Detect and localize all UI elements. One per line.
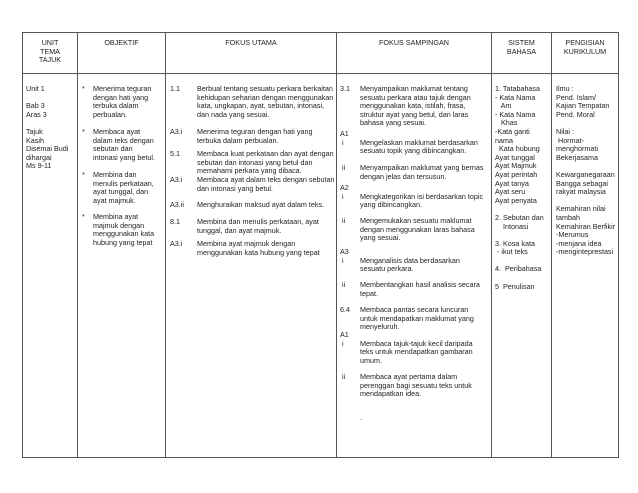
fu-code: A3.i: [170, 239, 183, 248]
objektif-bullet: *: [82, 84, 85, 93]
fs-code: ii: [340, 216, 346, 225]
objektif-cell: [78, 74, 166, 458]
fs-code: 3.1: [340, 84, 350, 93]
header-sistem-bahasa: SISTEM BAHASA: [492, 33, 552, 74]
lesson-plan-table: [22, 32, 619, 458]
fokus-utama-cell: [166, 74, 337, 458]
pengisian-text: Ilmu : Pend. Islam/ Kajian Tempatan Pend. Moral Nilai : Hormat- menghormati Bekerjasama Kewarganegaraan Bangga sebagai rakyat malaysia Kemahiran nilai tambah Kemahiran Berfikir -Merumus -menjana idea -menginteprestasi: [556, 84, 616, 257]
fs-code: ii: [340, 163, 346, 172]
header-fokus-sampingan: FOKUS SAMPINGAN: [337, 33, 492, 74]
fs-code: ii: [340, 372, 346, 381]
unit-title: Tajuk Kasih Disemai Budi dihargai Ms 9-11: [26, 127, 69, 171]
fs-code: A1 i: [340, 330, 349, 348]
objektif-text: Membaca ayat dalam teks dengan sebutan dan intonasi yang betul.: [93, 127, 155, 162]
fu-code: 1.1: [170, 84, 180, 93]
fs-text: Membaca ayat pertama dalam perenggan bagi sesuatu teks untuk mendapatkan idea.: [360, 372, 472, 399]
fs-code: A3 i: [340, 247, 349, 265]
fs-text: Membaca pantas secara luncuran untuk mendapatkan maklumat yang menyeluruh.: [360, 305, 474, 332]
fu-text: Menerima teguran dengan hati yang terbuka dalam perbualan.: [197, 127, 313, 145]
header-row: [23, 33, 619, 74]
fokus-sampingan-cell: [337, 74, 492, 458]
fs-code: A2 i: [340, 183, 349, 201]
objektif-bullet: *: [82, 127, 85, 136]
header-unit: UNIT TEMA TAJUK: [23, 33, 78, 74]
fu-code: 8.1: [170, 217, 180, 226]
fu-text: Membaca ayat dalam teks dengan sebutan dan intonasi yang betul.: [197, 175, 335, 193]
objektif-bullet: *: [82, 170, 85, 179]
sistem-bahasa-text: 1. Tatabahasa - Kata Nama Am - Kata Nama Khas -Kata ganti nama Kata hubung Ayat tunggal Ayat Majmuk Ayat perintah Ayat tanya Ayat seru Ayat penyata 2. Sebutan dan Intonasi 3. Kosa kata - ikut teks 4. Peribahasa 5 Penulisan: [495, 84, 544, 291]
fu-code: A3.ii: [170, 200, 184, 209]
fs-text: Mengemukakan sesuatu maklumat dengan menggunakan laras bahasa yang sesuai.: [360, 216, 475, 243]
fu-text: Berbual tentang sesuatu perkara berkaitan kehidupan seharian dengan menggunakan kata, ungkapan, ayat, sebutan, intonasi, dan nada yang sesuai.: [197, 84, 334, 119]
objektif-text: Membina dan menulis perkataan, ayat tunggal, dan ayat majmuk.: [93, 170, 154, 205]
header-fokus-utama: FOKUS UTAMA: [166, 33, 337, 74]
header-objektif: OBJEKTIF: [78, 33, 166, 74]
fu-text: Membaca kuat perkataan dan ayat dengan sebutan dan intonasi yang betul dan memahami perkara yang dibaca.: [197, 149, 334, 176]
fs-code: 6.4: [340, 305, 350, 314]
fu-code: 5.1: [170, 149, 180, 158]
objektif-text: Menerima teguran dengan hati yang terbuka dalam perbualan.: [93, 84, 152, 119]
unit-cell: [23, 74, 78, 458]
content-row: [23, 74, 619, 458]
fs-text: Mengelaskan maklumat berdasarkan sesuatu topik yang dibincangkan.: [360, 137, 478, 156]
fs-text: .: [360, 413, 362, 422]
fu-code: A3.i: [170, 175, 183, 184]
fs-text: Membentangkan hasil analisis secara tepat.: [360, 280, 480, 298]
fs-text: Mengkategorikan isi berdasarkan topic yang dibincangkan.: [360, 191, 484, 210]
fu-text: Membina dan menulis perkataan, ayat tunggal, dan ayat majmuk.: [197, 217, 319, 235]
header-pengisian: PENGISIAN KURIKULUM: [552, 33, 619, 74]
fu-text: Membina ayat majmuk dengan menggunakan kata hubung yang tepat: [197, 239, 320, 257]
fu-text: Menghuraikan maksud ayat dalam teks.: [197, 200, 325, 209]
sistem-bahasa-cell: [492, 74, 552, 458]
objektif-bullet: *: [82, 212, 85, 221]
fs-code: ii: [340, 280, 346, 289]
fs-text: Menyampaikan maklumat yang bernas dengan jelas dan tersusun.: [360, 163, 484, 181]
fs-text: Membaca tajuk-tajuk kecil daripada teks untuk mendapatkan gambaran umum.: [360, 338, 473, 365]
objektif-text: Membina ayat majmuk dengan menggunakan kata hubung yang tepat: [93, 212, 155, 247]
fs-code: A1 i: [340, 129, 349, 147]
fs-text: Menganalisis data berdasarkan sesuatu perkara.: [360, 255, 460, 274]
fu-code: A3.i: [170, 127, 183, 136]
unit-info: Unit 1 Bab 3 Aras 3: [26, 84, 47, 119]
fs-text: Menyampaikan maklumat tentang sesuatu perkara atau tajuk dengan menggunakan kata, istilah, frasa, struktur ayat yang betul, dan laras bahasa yang sesuai.: [360, 84, 471, 128]
pengisian-cell: [552, 74, 619, 458]
